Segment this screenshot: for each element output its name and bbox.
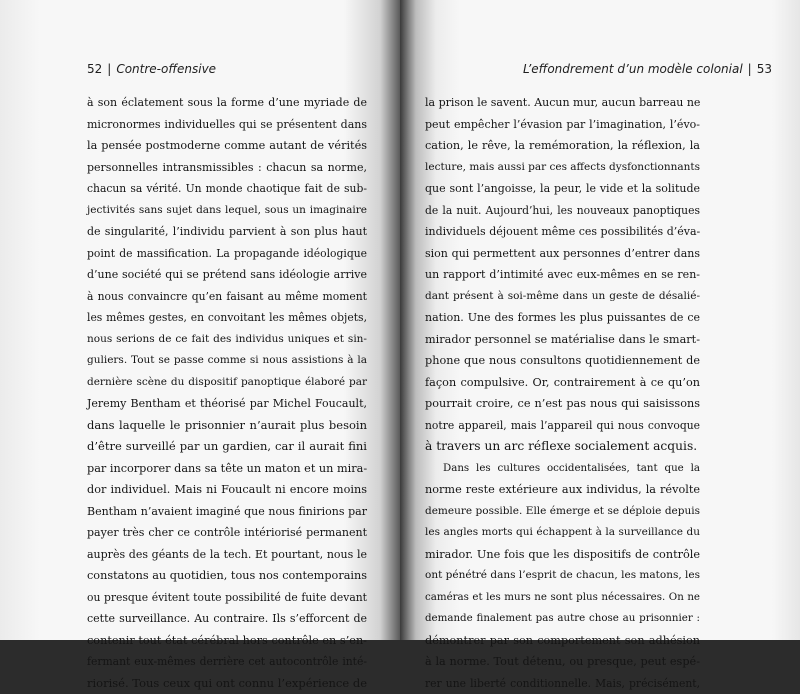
text-line: un rapport d’intimité avec eux-mêmes en se ren-	[425, 264, 700, 286]
text-line: de la nuit. Aujourd’hui, les nouveaux panoptiques	[425, 200, 700, 222]
text-line: constatons au quotidien, tous nos contemporains	[87, 565, 367, 587]
text-line: cette surveillance. Au contraire. Ils s’efforcent de	[87, 608, 367, 630]
left-body-text	[87, 92, 367, 694]
text-line: notre appareil, mais l’appareil qui nous convoque	[425, 415, 700, 437]
text-line: rer une liberté conditionnelle. Mais, précisément,	[425, 673, 700, 694]
text-line: caméras et les murs ne sont plus nécessaires. On ne	[425, 587, 700, 609]
text-line: dant présent à soi-même dans un geste de désalié-	[425, 286, 700, 308]
left-running-head	[87, 62, 216, 76]
text-line: fermant eux-mêmes derrière cet autocontrôle inté-	[87, 651, 367, 673]
right-running-title: L’effondrement d’un modèle colonial	[523, 62, 743, 76]
text-line: payer très cher ce contrôle intériorisé permanent	[87, 522, 367, 544]
text-line: pourrait croire, ce n’est pas nous qui saisissons	[425, 393, 700, 415]
text-line: que sont l’angoisse, la peur, le vide et la solitude	[425, 178, 700, 200]
right-body-text	[425, 92, 700, 694]
text-line: dans laquelle le prisonnier n’aurait plus besoin	[87, 415, 367, 437]
left-page	[0, 0, 400, 640]
text-line: dernière scène du dispositif panoptique élaboré par	[87, 372, 367, 394]
text-line: micronormes individuelles qui se présentent dans	[87, 114, 367, 136]
right-page-number: 53	[757, 62, 772, 76]
text-line: demeure possible. Elle émerge et se déploie depuis	[425, 501, 700, 523]
text-line: cation, le rêve, la remémoration, la réflexion, la	[425, 135, 700, 157]
text-line: auprès des géants de la tech. Et pourtant, nous le	[87, 544, 367, 566]
text-line: les angles morts qui échappent à la surveillance du	[425, 522, 700, 544]
text-line: demande finalement pas autre chose au prisonnier :	[425, 608, 700, 630]
text-line: chacun sa vérité. Un monde chaotique fait de sub-	[87, 178, 367, 200]
text-line: façon compulsive. Or, contrairement à ce qu’on	[425, 372, 700, 394]
text-line: par incorporer dans sa tête un maton et un mira-	[87, 458, 367, 480]
text-line: ou presque évitent toute possibilité de fuite devant	[87, 587, 367, 609]
right-running-head	[523, 62, 772, 76]
text-line: ont pénétré dans l’esprit de chacun, les matons, les	[425, 565, 700, 587]
text-line: lecture, mais aussi par ces affects dysfonctionnants	[425, 157, 700, 179]
text-line: contenir tout état cérébral hors contrôle en s’en-	[87, 630, 367, 652]
text-line: jectivités sans sujet dans lequel, sous un imaginaire	[87, 200, 367, 222]
text-line: la prison le savent. Aucun mur, aucun barreau ne	[425, 92, 700, 114]
text-line: mirador. Une fois que les dispositifs de contrôle	[425, 544, 700, 566]
text-line: phone que nous consultons quotidiennement de	[425, 350, 700, 372]
text-line: démontrer par son comportement son adhésion	[425, 630, 700, 652]
text-line: dor individuel. Mais ni Foucault ni encore moins	[87, 479, 367, 501]
text-line: norme reste extérieure aux individus, la révolte	[425, 479, 700, 501]
text-line: Jeremy Bentham et théorisé par Michel Foucault,	[87, 393, 367, 415]
text-line: nation. Une des formes les plus puissantes de ce	[425, 307, 700, 329]
text-line: individuels déjouent même ces possibilités d’éva-	[425, 221, 700, 243]
text-line: mirador personnel se matérialise dans le smart-	[425, 329, 700, 351]
right-page	[400, 0, 800, 640]
text-line: de singularité, l’individu parvient à son plus haut	[87, 221, 367, 243]
text-line: peut empêcher l’évasion par l’imagination, l’évo-	[425, 114, 700, 136]
left-page-number: 52	[87, 62, 102, 76]
paragraph-start-line: Dans les cultures occidentalisées, tant que la	[425, 458, 700, 480]
right-header-separator: |	[743, 62, 757, 76]
text-line: personnelles intransmissibles : chacun sa norme,	[87, 157, 367, 179]
left-header-separator: |	[102, 62, 116, 76]
text-line: à la norme. Tout détenu, ou presque, peut espé-	[425, 651, 700, 673]
text-line: Bentham n’avaient imaginé que nous finirions par	[87, 501, 367, 523]
text-line: sion qui permettent aux personnes d’entrer dans	[425, 243, 700, 265]
text-line: à son éclatement sous la forme d’une myriade de	[87, 92, 367, 114]
text-line: riorisé. Tous ceux qui ont connu l’expérience de	[87, 673, 367, 694]
text-line: à nous convaincre qu’en faisant au même moment	[87, 286, 367, 308]
text-line: à travers un arc réflexe socialement acquis.	[425, 436, 700, 458]
text-line: d’être surveillé par un gardien, car il aurait fini	[87, 436, 367, 458]
text-line: la pensée postmoderne comme autant de vérités	[87, 135, 367, 157]
text-line: les mêmes gestes, en convoitant les mêmes objets,	[87, 307, 367, 329]
text-line: nous serions de ce fait des individus uniques et sin-	[87, 329, 367, 351]
text-line: guliers. Tout se passe comme si nous assistions à la	[87, 350, 367, 372]
left-running-title: Contre-offensive	[116, 62, 216, 76]
text-line: point de massification. La propagande idéologique	[87, 243, 367, 265]
text-line: d’une société qui se prétend sans idéologie arrive	[87, 264, 367, 286]
